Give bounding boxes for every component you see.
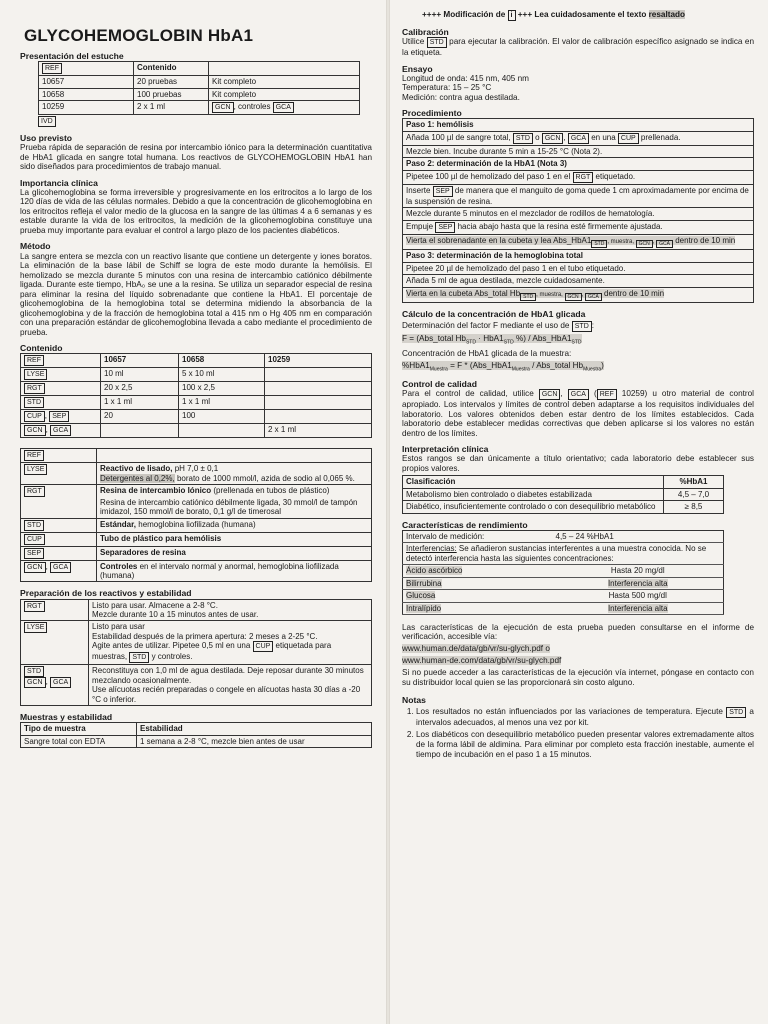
gcn-symbol: GCN [539,389,561,400]
text: %) / Abs_HbA1 [513,334,572,344]
reagent-name: Separadores de resina [100,547,186,557]
step-heading: Paso 2: determinación de la HbA1 (Nota 3) [403,158,754,170]
page-title: GLYCOHEMOGLOBIN HbA1 [24,26,254,45]
table-row [403,145,754,157]
presentacion-table [38,61,360,115]
presentacion-heading: Presentación del estuche [20,51,124,62]
text: Estabilidad después de la primera apertura: 2 meses a 2-25 °C. [92,631,318,641]
cell [179,424,265,438]
cell: 10 ml [101,368,179,382]
rendimiento-table [402,530,724,615]
text: Agite antes de utilizar. Pipetee 0,5 ml en una [92,641,253,651]
cell: Glucosa [406,591,436,601]
reagent-name: Controles [100,561,138,571]
cell: Hasta 20 mg/dl [553,565,724,577]
cell: 20 [101,410,179,424]
gcn-symbol: GCN [542,133,564,144]
table-row [403,287,754,303]
table-row [39,88,360,100]
text: Resina de intercambio catiónico débilmente ligada, 30 mmol/l de tampón imidazol, 150 mmol/l de borato, 0,1 g/l de timerosal [100,497,358,517]
calculo-heading: Cálculo de la concentración de HbA1 glicada [402,309,586,320]
text: Listo para usar [92,622,145,632]
std-symbol: STD [129,652,149,663]
step-heading: Paso 3: determinación de la hemoglobina total [403,250,754,262]
cell: 20 pruebas [134,76,209,88]
rgt-symbol: RGT [24,601,45,612]
rgt-symbol: RGT [24,383,45,394]
table-row [21,621,372,665]
text: de manera que el manguito de goma quede 1 cm aproximadamente por encima de la suspensión de resina. [406,185,749,206]
cup-symbol: CUP [24,411,45,422]
text: dentro de 10 min [672,235,736,245]
lyse-symbol: LYSE [24,622,47,633]
rgt-symbol: RGT [24,486,45,497]
text: Se añadieron sustancias interferentes a una muestra conocida. No se detectó interferencia hasta las siguientes concentraciones: [406,544,707,563]
ivd-symbol: IVD [38,116,56,127]
table-row [39,76,360,88]
highlighted-text: resaltado [648,10,686,19]
table-row [403,170,754,184]
std-symbol: STD [726,707,746,718]
text: etiquetado. [593,171,636,181]
control-text [402,389,754,438]
std-symbol: STD [591,240,607,248]
text: , controles [233,102,271,112]
table-row [21,532,372,546]
text: Inserte [406,185,433,195]
cell: 1 semana a 2-8 °C, mezcle bien antes de usar [137,735,372,747]
text: , [652,238,657,245]
importancia-heading: Importancia clínica [20,177,98,188]
ref-symbol: REF [24,355,44,366]
cell [265,368,372,382]
subscript: Muestra [511,366,530,373]
cell: 4,5 – 7,0 [664,488,724,500]
text: Use alícuotas recién preparadas o congele en alícuotas hasta 30 días a -20 °C o inferior. [92,685,361,704]
text: Empuje [406,221,436,231]
cell: 10259 [39,101,134,115]
gcn-symbol: GCN [24,425,46,436]
cell: 2 x 1 ml [265,424,372,438]
std-symbol: STD [520,293,536,301]
subscript: STD [571,339,582,346]
gcn-symbol: GCN [565,293,582,301]
table-row [403,208,754,220]
preparacion-heading: Preparación de los reactivos y estabilidad [20,588,192,599]
cell [265,396,372,410]
verification-link[interactable]: www.human.de/data/gb/vr/su-glych.pdf o [402,643,550,653]
step-heading: Paso 1: hemólisis [403,119,754,131]
text: (prellenada en tubos de plástico) [211,486,330,496]
text: Para el control de calidad, utilice [402,389,539,399]
cup-symbol: CUP [618,133,639,144]
table-row: GCN , GCA Controles en el intervalo normal y anormal, hemoglobina liofilizada (humana) [21,560,372,582]
cell: Ácido ascórbico [406,566,463,576]
gcn-symbol: GCN [636,240,653,248]
text: hemoglobina liofilizada (humana) [136,519,256,529]
text: Listo para usar. Almacene a 2-8 °C. [92,600,218,610]
table-row [21,599,372,621]
uso-text: Prueba rápida de separación de resina por intercambio iónico para la determinación cuantitativa de HbA1 glicada en sangre total humana. Los reactivos de GLYCOHEMOGLOBIN HbA1 han sido diseñados para procedimientos de trabajo manual. [20,143,372,172]
table-row [21,382,372,396]
text: 10259) u otro material de control apropiado. Los intervalos y límites de control deben adaptarse a los requisitos individuales del laboratorio. Los valores obtenidos deben estar dentro de los límites establecidos. Cada laboratorio debe establecer medidas correctivas que deben aplicarse si los valores no están dentro de los límites. [402,389,755,438]
muestras-heading: Muestras y estabilidad [20,712,113,723]
list-item: 2. Los diabéticos con desequilibrio metabólico pueden presentar valores extremadamente altos de la forma lábil de aldimina. Para eliminar por completo esta fracción inestable, aumente el tiempo de incubación en el paso 1 a 15 minutos. [416,730,754,759]
text: Longitud de onda: 415 nm, 405 nm [402,73,530,83]
text: , muestra, [536,291,565,298]
reagent-name: Resina de intercambio Iónico [100,486,212,496]
table-row [403,220,754,234]
table-row [403,577,724,589]
url-list [402,644,754,665]
contenido-table [20,353,372,438]
cell: 1 x 1 ml [101,396,179,410]
table-row [403,131,754,145]
cell: Kit completo [209,88,360,100]
formula-hba1 [402,361,754,374]
text: · HbA1 [475,334,504,344]
sep-symbol: SEP [24,548,44,559]
gcn-symbol: GCN [24,677,46,688]
table-row [403,590,724,602]
rgt-symbol: RGT [573,172,594,183]
text: ++++ Modificación de [422,10,508,19]
sep-symbol: SEP [435,222,455,233]
text: Pipetee 20 µl de hemolizado del paso 1 en el tubo etiquetado. [403,262,754,274]
text: etiquetada para muestras, [92,641,332,662]
text: Si no puede acceder a las características de la ejecución vía internet, póngase en contacto con su distribuidor local quien se las proporcionará sin costo alguno. [402,668,754,687]
text: en una [589,132,618,142]
page-fold [386,0,390,1024]
table-row [403,275,754,287]
sep-symbol: SEP [433,186,453,197]
cell: Hasta 500 mg/dl [553,590,724,602]
lyse-symbol: LYSE [24,464,47,475]
text: Añada 100 µl de sangre total, [406,132,513,142]
table-row [21,368,372,382]
std-symbol: STD [24,520,44,531]
reagent-name: Reactivo de lisado, [100,464,173,474]
text: Mezcle bien. Incube durante 5 min a 15-25 °C (Nota 2). [403,145,754,157]
col-header: Tipo de muestra [21,723,137,735]
table-row [403,530,724,542]
text: / Abs_total Hb [529,360,584,370]
notas-heading: Notas [402,695,426,706]
control-heading: Control de calidad [402,379,477,390]
text: borato de 1000 mmol/l, azida de sodio al 0,065 %. [174,473,355,483]
cell: Diabético, insuficientemente controlado o con desequilibrio metabólico [403,501,664,513]
cell: Metabolismo bien controlado o diabetes estabilizada [403,488,664,500]
col-header: 10658 [179,354,265,368]
rendimiento-heading: Características de rendimiento [402,519,528,530]
table-row: STD GCN , GCA Reconstituya con 1,0 ml de agua destilada. Deje reposar durante 30 minutos mezclando ocasionalmente. Use alícuotas recién preparadas o congele en alícuotas hasta 30 días a -20 °C o inferior. [21,665,372,706]
ref-symbol: REF [24,450,44,461]
text: hacia abajo hasta que la resina esté firmemente ajustada. [455,221,663,231]
right-column [402,0,754,1024]
text: en el intervalo normal y anormal, hemoglobina liofilizada (humana) [100,561,339,581]
gca-symbol: GCA [568,389,589,400]
text: %HbA1 [402,360,430,370]
text: o [532,132,542,142]
cell: Intralípido [406,603,442,613]
std-symbol: STD [513,133,533,144]
cell: 100 x 2,5 [179,382,265,396]
list-item [416,707,754,728]
col-header: 10259 [265,354,372,368]
ref-symbol: REF [42,63,62,74]
gca-symbol: GCA [50,562,71,573]
interpretacion-table [402,475,724,513]
text: : [591,321,595,331]
contenido-heading: Contenido [20,343,63,354]
col-header: Estabilidad [137,723,372,735]
text: F = (Abs_total Hb [402,334,466,344]
verificacion-text: Las características de la ejecución de esta prueba pueden consultarse en el informe de verificación, accesible vía: [402,622,754,642]
text: Añada 5 ml de agua destilada, mezcle cuidadosamente. [403,275,754,287]
text: Utilice [402,37,427,47]
formula-f [402,334,754,347]
table-row [403,543,724,565]
text: y controles. [149,652,193,662]
cell: 100 pruebas [134,88,209,100]
table-row [21,546,372,560]
gca-symbol: GCA [50,677,71,688]
cup-symbol: CUP [253,641,274,652]
reactivos-table [20,448,372,582]
cell [101,424,179,438]
text: para ejecutar la calibración. El valor de calibración específico asignado se indica en la etiqueta. [402,37,754,58]
table-row [21,396,372,410]
text: Estos rangos se dan únicamente a título orientativo; cada laboratorio debe establecer sus propios valores. [402,454,754,473]
text: , [581,291,585,298]
calibracion-text [402,37,754,58]
cup-symbol: CUP [24,534,45,545]
std-symbol: STD [24,666,44,677]
table-row [403,602,724,614]
subscript: Muestra [583,366,602,373]
cell: Bilirrubina [406,578,442,588]
table-row [403,501,724,513]
uso-heading: Uso previsto [20,133,73,144]
text: Mezcle durante 5 minutos en el mezclador de rodillos de hematología. [403,208,754,220]
gca-symbol: GCA [273,102,294,113]
text: Vierta en la cubeta Abs_total Hb [406,288,521,298]
cell: 10657 [39,76,134,88]
lyse-symbol: LYSE [24,369,47,380]
table-row [21,485,372,518]
ref-symbol: REF [597,389,617,400]
text: Pipetee 100 µl de hemolizado del paso 1 en el [406,171,573,181]
calculo-line1 [402,321,754,332]
table-row: GCN , GCA 2 x 1 ml [21,424,372,438]
left-column [20,0,372,1024]
gca-symbol: GCA [50,425,71,436]
text: ) [601,360,604,370]
table-row [39,101,360,115]
col-contenido: Contenido [134,62,209,76]
cell [265,382,372,396]
calibracion-heading: Calibración [402,27,449,37]
std-symbol: STD [24,397,44,408]
cell: Interferencia alta [607,603,668,613]
text: Mezcle durante 10 a 15 minutos antes de usar. [92,610,259,620]
cell: ≥ 8,5 [664,501,724,513]
metodo-text: La sangre entera se mezcla con un reactivo lisante que contiene un detergente y iones boratos. La eliminación de la base lábil de Schiff se logra de este modo durante la hemólisis. El hemolizado se mezcla durante 5 minutos con una resina de intercambio catiónico débilmente ligada. Durante este tiempo, HbA₀ se une a la resina. Se utiliza un separador especial de resina para eliminar la resina del líquido sobrenadante que contiene la HbA1. El porcentaje de glicohemoglobina de la hemoglobina total se determina midiendo la absorbancia de la glicohemoglobina y de la fracción de hemoglobina total a 415 nm o Hg 405 nm en comparación con una preparación estándar de glicohemoglobina llevada a cabo mediante el procedimiento de prueba. [20,251,372,337]
col-header: 10657 [101,354,179,368]
text: Los resultados no están influenciados por las variaciones de temperatura. Ejecute [416,707,727,717]
text: ( [588,389,597,399]
text: Vierta el sobrenadante en la cubeta y lea Abs_HbA1 [406,235,592,245]
ensayo-heading: Ensayo [402,63,433,74]
reagent-name: Estándar, [100,519,137,529]
col-header: %HbA1 [664,476,724,488]
cell [209,101,360,115]
table-row [403,262,754,274]
gcn-symbol: GCN [212,102,234,113]
table-row [21,735,372,747]
subscript: Muestra [429,366,448,373]
std-symbol: STD [572,321,592,332]
gca-symbol: GCA [585,293,602,301]
text: Determinación del factor F mediante el uso de [402,321,572,331]
notas-list [416,707,754,759]
table-row [403,184,754,207]
text: , [560,389,568,399]
std-symbol: STD [427,37,447,48]
table-row [21,463,372,485]
cell: 4,5 – 24 %HbA1 [553,530,724,542]
verification-link[interactable]: www.human-de.com/data/gb/vr/su-glych.pdf [402,655,562,665]
cell: Sangre total con EDTA [21,735,137,747]
gca-symbol: GCA [568,133,589,144]
cell: Intervalo de medición: [403,530,553,542]
table-row [403,234,754,250]
cell: 20 x 2,5 [101,382,179,396]
modification-banner [402,10,754,21]
text: a intervalos adecuados, al menos una vez por kit. [416,707,754,728]
text: Temperatura: 15 – 25 °C [402,83,492,93]
table-row [403,565,724,577]
text: , [563,132,568,142]
sep-symbol: SEP [49,411,69,422]
preparacion-table [20,599,372,707]
procedimiento-heading: Procedimiento [402,108,462,119]
interpretacion-heading: Interpretación clínica [402,444,489,455]
importancia-text: La glicohemoglobina se forma irreversible y progresivamente en los eritrocitos a lo largo de los 120 días de vida de las células normales. Debido a que la concentración de glicohemoglobina en los eritrocitos refleja el valor medio de la glucosa en la sangre de las últimas 4 a 6 semanas y es estable durante la vida de los eritrocitos, la medición de la glicohemoglobina constituye una prueba muy importante para evaluar el control a largo plazo de los pacientes diabéticos. [20,187,372,235]
text: dentro de 10 min [601,288,665,298]
cell: 5 x 10 ml [179,368,265,382]
procedimiento-table [402,118,754,303]
cell: Kit completo [209,76,360,88]
highlighted-text: Detergentes al 0,2%, [100,473,175,483]
table-row [21,518,372,532]
text: = F * (Abs_HbA1 [447,360,512,370]
text: pH 7,0 ± 0,1 [172,464,219,474]
cell: 2 x 1 ml [134,101,209,115]
cell: 1 x 1 ml [179,396,265,410]
text: +++ Lea cuidadosamente el texto [515,10,649,19]
col-header: Clasificación [403,476,664,488]
table-row: CUP , SEP 20 100 [21,410,372,424]
muestras-table [20,722,372,748]
text: Concentración de HbA1 glicada de la muestra: [402,348,572,358]
info-icon: i [508,10,516,21]
reagent-name: Tubo de plástico para hemólisis [100,533,222,543]
metodo-heading: Método [20,241,51,252]
gcn-symbol: GCN [24,562,46,573]
table-row [403,488,724,500]
text: , muestra, [607,238,636,245]
text: Reconstituya con 1,0 ml de agua destilada. Deje reposar durante 30 minutos mezclando ocasionalmente. [92,666,364,685]
text: Medición: contra agua destilada. [402,92,520,102]
subscript: STD [503,339,514,346]
text: Interferencias: [406,544,457,554]
subscript: STD [465,339,476,346]
text: prellenada. [638,132,681,142]
gca-symbol: GCA [656,240,673,248]
cell: 10658 [39,88,134,100]
cell [265,410,372,424]
cell: Interferencia alta [607,578,668,588]
cell: 100 [179,410,265,424]
